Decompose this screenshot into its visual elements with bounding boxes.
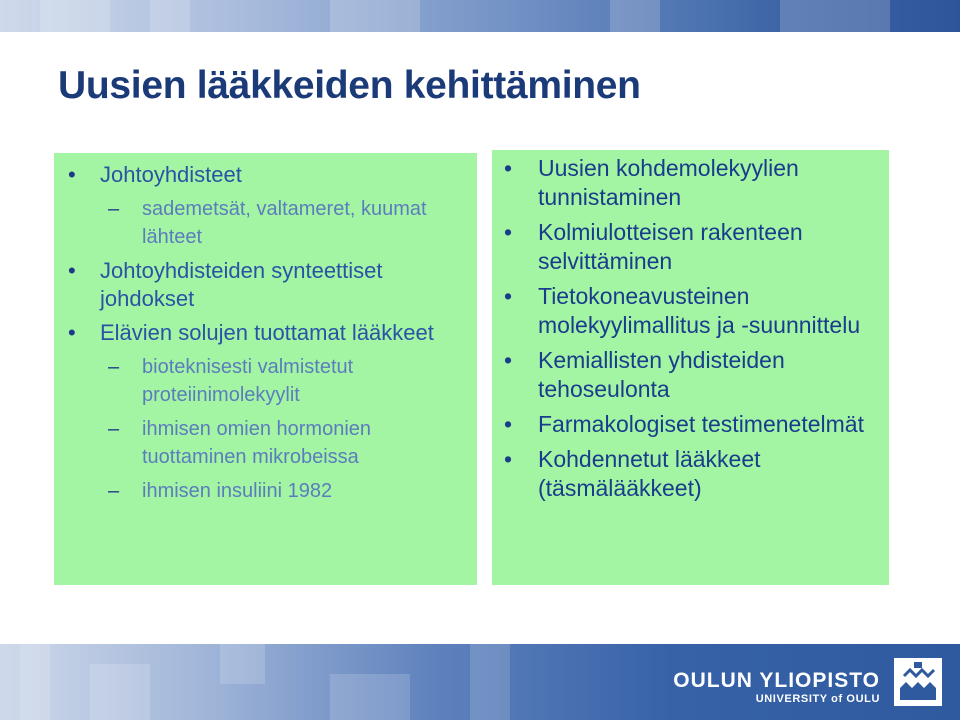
dash-icon: – [108, 198, 120, 220]
band-tile [330, 0, 420, 32]
bullet-item [492, 410, 889, 439]
band-tile [20, 644, 50, 720]
band-tile [330, 674, 410, 720]
bullet-item [492, 154, 889, 212]
band-tile [40, 0, 110, 32]
slide-title: Uusien lääkkeiden kehittäminen [58, 64, 641, 107]
top-decorative-band [0, 0, 960, 32]
dash-icon: – [108, 356, 120, 378]
sub-bullet-item [54, 415, 477, 471]
band-tile [90, 664, 150, 720]
bullet-item [54, 319, 477, 347]
left-content-panel [54, 153, 477, 585]
left-bullet-list [54, 161, 477, 505]
bullet-item [492, 282, 889, 340]
sub-bullet-text: bioteknisesti valmistetut proteiinimolekyylit [142, 356, 354, 406]
band-tile [610, 0, 660, 32]
bullet-dot-icon: • [504, 347, 513, 373]
band-tile [780, 0, 890, 32]
emblem-graphic [894, 658, 942, 706]
bullet-dot-icon: • [68, 258, 76, 283]
bullet-dot-icon: • [68, 162, 76, 187]
bullet-dot-icon: • [504, 283, 513, 309]
logo-subtitle: UNIVERSITY of OULU [755, 693, 880, 705]
band-tile [150, 0, 190, 32]
logo-name: OULUN YLIOPISTO [673, 669, 880, 692]
bullet-item [492, 218, 889, 276]
sub-bullet-text: ihmisen omien hormonien tuottaminen mikrobeissa [142, 418, 372, 468]
bullet-dot-icon: • [504, 411, 513, 437]
dash-icon: – [108, 480, 120, 502]
bullet-item [492, 346, 889, 404]
bullet-dot-icon: • [504, 155, 513, 181]
dash-icon: – [108, 418, 120, 440]
bullet-text: Johtoyhdisteiden synteettiset johdokset [100, 258, 383, 311]
bullet-text: Kolmiulotteisen rakenteen selvittäminen [538, 219, 803, 274]
bullet-text: Farmakologiset testimenetelmät [538, 411, 864, 437]
university-logo [673, 670, 880, 706]
bullet-text: Uusien kohdemolekyylien tunnistaminen [538, 155, 799, 210]
bullet-dot-icon: • [68, 320, 76, 345]
bottom-decorative-band [0, 644, 960, 720]
sub-bullet-item [54, 353, 477, 409]
sub-bullet-text: sademetsät, valtameret, kuumat lähteet [142, 198, 427, 248]
right-bullet-list [492, 154, 889, 503]
bullet-item [54, 257, 477, 313]
sub-bullet-item [54, 195, 477, 251]
band-tile [470, 644, 510, 720]
sub-bullet-text: ihmisen insuliini 1982 [142, 480, 333, 502]
band-tile [220, 644, 265, 684]
right-content-panel [492, 150, 889, 585]
university-emblem-icon [894, 658, 942, 706]
bullet-text: Elävien solujen tuottamat lääkkeet [100, 320, 434, 345]
sub-bullet-item [54, 477, 477, 505]
bullet-text: Johtoyhdisteet [100, 162, 242, 187]
bullet-dot-icon: • [504, 446, 513, 472]
bullet-text: Tietokoneavusteinen molekyylimallitus ja -suunnittelu [538, 283, 861, 338]
bullet-item [54, 161, 477, 189]
bullet-text: Kohdennetut lääkkeet (täsmälääkkeet) [538, 446, 761, 501]
bullet-text: Kemiallisten yhdisteiden tehoseulonta [538, 347, 785, 402]
bullet-item [492, 445, 889, 503]
bullet-dot-icon: • [504, 219, 513, 245]
